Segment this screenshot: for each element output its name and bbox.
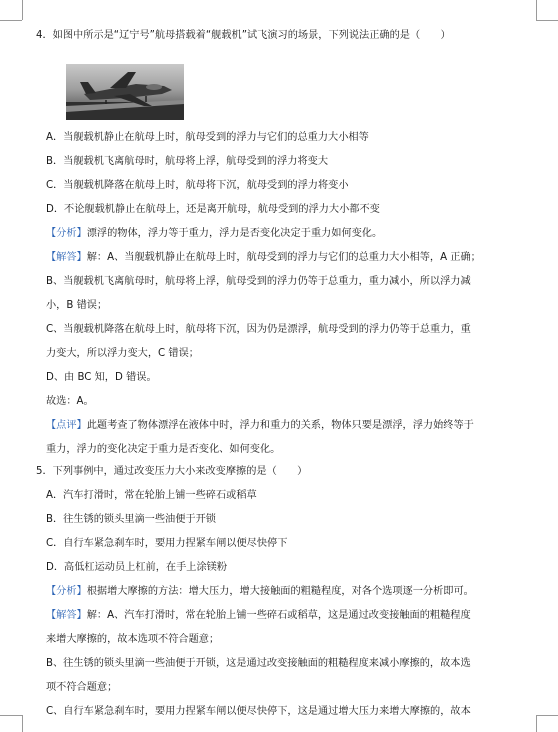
answer-line: C、当舰载机降落在航母上时，航母将下沉，因为仍是漂浮，航母受到的浮力仍等于总重力，重 xyxy=(46,324,471,335)
answer-line: B、当舰载机飞离航母时，航母将上浮，航母受到的浮力仍等于总重力，重力减小，所以浮力减 xyxy=(46,276,471,287)
q4-option-c: C．当舰载机降落在航母上时，航母将下沉，航母受到的浮力将变小 xyxy=(46,180,349,191)
q4-option-a: A．当舰载机静止在航母上时，航母受到的浮力与它们的总重力大小相等 xyxy=(46,132,369,143)
answer-line: 小，B 错误； xyxy=(46,300,108,311)
analysis-tag: 【分析】 xyxy=(46,586,87,597)
q5-option-c: C．自行车紧急刹车时，要用力捏紧车闸以便尽快停下 xyxy=(46,538,288,549)
analysis-text: 漂浮的物体，浮力等于重力，浮力是否变化决定于重力如何变化。 xyxy=(86,228,383,239)
crop-mark-tr-h xyxy=(536,20,558,21)
q5-answer xyxy=(46,606,471,621)
q4-answer xyxy=(46,248,481,263)
crop-mark-tr-v xyxy=(536,0,537,20)
comment-line: 重力，浮力的变化决定于重力是否变化、如何变化。 xyxy=(46,444,281,455)
answer-tag: 【解答】 xyxy=(46,610,87,621)
q5-analysis xyxy=(46,582,474,597)
answer-line: C、自行车紧急刹车时，要用力捏紧车闸以便尽快停下，这是通过增大压力来增大摩擦的，故本 xyxy=(46,706,471,717)
crop-mark-tl-v xyxy=(22,0,23,20)
answer-line: 项不符合题意； xyxy=(46,682,118,693)
comment-tag: 【点评】 xyxy=(46,420,87,431)
answer-line: 解：A、当舰载机静止在航母上时，航母受到的浮力与它们的总重力大小相等，A 正确； xyxy=(86,252,481,263)
q4-stem: 4．如图中所示是“辽宁号”航母搭载着“舰载机”试飞演习的场景，下列说法正确的是（ ） xyxy=(36,30,451,41)
answer-tag: 【解答】 xyxy=(46,252,87,263)
crop-mark-tl-h xyxy=(0,20,22,21)
q5-stem: 5．下列事例中，通过改变压力大小来改变摩擦的是（ ） xyxy=(36,466,308,477)
crop-mark-bl-h xyxy=(0,715,22,716)
answer-line: 来增大摩擦的，故本选项不符合题意； xyxy=(46,634,220,645)
crop-mark-br-h xyxy=(536,715,558,716)
analysis-tag: 【分析】 xyxy=(46,228,87,239)
q5-option-b: B．往生锈的锁头里滴一些油便于开锁 xyxy=(46,514,216,525)
crop-mark-bl-v xyxy=(22,715,23,732)
answer-line: 故选：A。 xyxy=(46,396,94,407)
q4-comment xyxy=(46,416,474,431)
q4-option-d: D．不论舰载机静止在航母上，还是离开航母，航母受到的浮力大小都不变 xyxy=(46,204,380,215)
crop-mark-br-v xyxy=(536,715,537,732)
comment-line: 此题考查了物体漂浮在液体中时，浮力和重力的关系，物体只要是漂浮，浮力始终等于 xyxy=(86,420,474,431)
q4-analysis xyxy=(46,224,382,239)
carrier-jet-photo xyxy=(66,64,184,120)
q5-option-d: D．高低杠运动员上杠前，在手上涂镁粉 xyxy=(46,562,228,573)
analysis-text: 根据增大摩擦的方法：增大压力，增大接触面的粗糙程度，对各个选项逐一分析即可。 xyxy=(86,586,474,597)
q4-option-b: B．当舰载机飞离航母时，航母将上浮，航母受到的浮力将变大 xyxy=(46,156,329,167)
answer-line: 解：A、汽车打滑时，常在轮胎上铺一些碎石或稻草，这是通过改变接触面的粗糙程度 xyxy=(86,610,471,621)
answer-line: D、由 BC 知，D 错误。 xyxy=(46,372,157,383)
answer-line: 力变大，所以浮力变大，C 错误； xyxy=(46,348,199,359)
answer-line: B、往生锈的锁头里滴一些油便于开锁，这是通过改变接触面的粗糙程度来减小摩擦的，故本选 xyxy=(46,658,471,669)
q5-option-a: A．汽车打滑时，常在轮胎上铺一些碎石或稻草 xyxy=(46,490,257,501)
